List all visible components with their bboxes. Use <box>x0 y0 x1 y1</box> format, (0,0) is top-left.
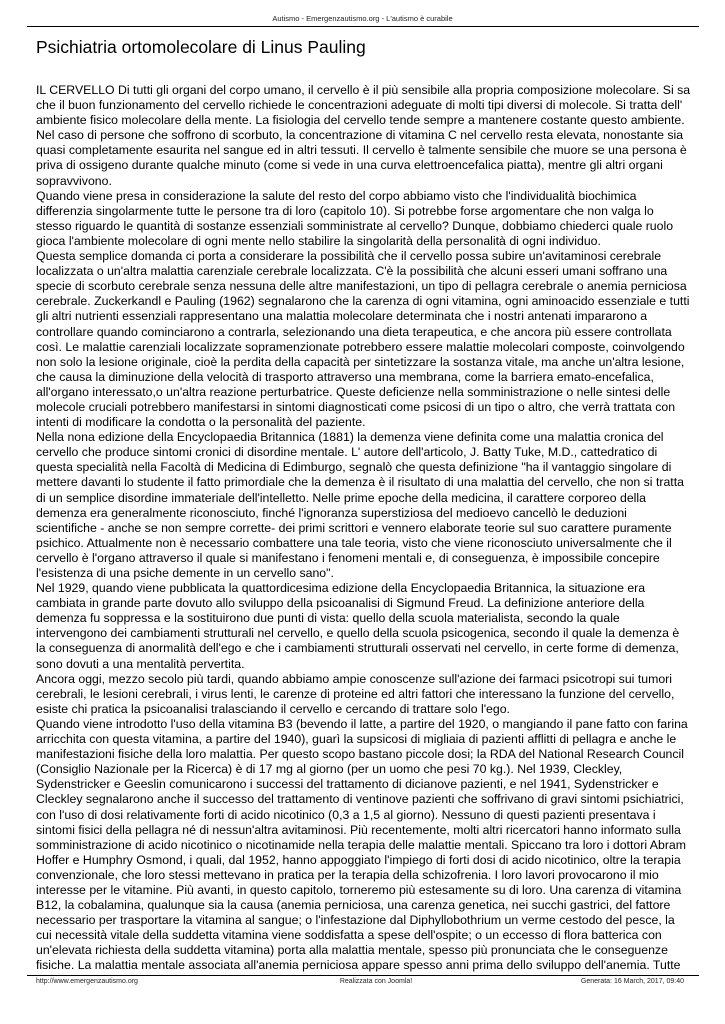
footer-divider <box>27 975 699 976</box>
article-body <box>36 83 691 974</box>
header-divider <box>27 26 699 27</box>
footer-generated-date: Generata: 16 March, 2017, 09:40 <box>580 978 684 985</box>
page-title: Psichiatria ortomolecolare di Linus Pauling <box>36 37 366 57</box>
paragraph-psychoanalysis-today: Ancora oggi, mezzo secolo più tardi, quando abbiamo ampie conoscenze sull'azione dei farmaci psicotropi sui tumori cerebrali, le lesioni cerebrali, i virus lenti, le carenze di proteine ed altri fattori che interessano la funzione del cervello, esiste chi pratica la psicoanalisi tralasciando il cervello e cercando di trattare solo l'ego. <box>36 671 675 716</box>
footer-cms-credit: Realizzata con Joomla! <box>339 978 413 985</box>
paragraph-vitamin-b3-b12: Quando viene introdotto l'uso della vitamina B3 (bevendo il latte, a partire del 1920, o mangiando il pane fatto con farina arricchita con questa vitamina, a partire del 1940), guarì la supsicosi di migliaia di pazienti afflitti di pellagra e anche le manifestazioni fisiche della loro malattia. Per questo scopo bastano piccole dosi; la RDA del National Research Council (Consiglio Nazionale per la Ricerca) è di 17 mg al giorno (per un uomo che pesi 70 kg.). Nel 1939, Cleckley, Sydenstricker e Geeslin comunicarono i successi del trattamento di dicianove pazienti, e nel 1941, Sydenstricker e Cleckley segnalarono anche il successo del trattamento di ventinove pazienti che soffrivano di gravi sintomi psichiatrici, con l'uso di dosi relativamente forti di acido nicotinico (0,3 a 1,5 al giorno). Nessuno di questi pazienti presentava i sintomi fisici della pellagra né di nessun'altra avitaminosi. Più recentemente, molti altri ricercatori hanno informato sulla somministrazione di acido nicotinico o nicotinamide nella terapia delle malattie mentali. Spiccano tra loro i dottori Abram Hoffer e Humphry Osmond, i quali, dal 1952, hanno appoggiato l'impiego di forti dosi di acido nicotinico, oltre la terapia convenzionale, che loro stessi mettevano in pratica per la terapia della schizofrenia. I loro lavori provocarono il mio interesse per le vitamine. Più avanti, in questo capitolo, torneremo più estesamente su di loro. Una carenza di vitamina B12, la cobalamina, qualunque sia la causa (anemia perniciosa, una carenza genetica, nei succhi gastrici, del fattore necessario per trasportare la vitamina al sangue; o l'infestazione dal Diphyllobothrium un verme cestodo del pesce, la cui necessità vitale della suddetta vitamina viene soddisfatta a spese dell'ospite; o un eccesso di flora batterica con un'elevata richiesta della suddetta vitamina) porta alla malattia mentale, spesso più pronunciata che le conseguenze fisiche. La malattia mentale associata all'anemia perniciosa appare spesso anni prima dello sviluppo dell'anemia. Tutte <box>36 716 688 973</box>
paragraph-biochemical-individuality: Quando viene presa in considerazione la salute del resto del corpo abbiamo visto che l'individualità biochimica differenzia singolarmente tutte le persone tra di loro (capitolo 10). Si potrebbe forse argomentare che non valga lo stesso riguardo le quantità di sostanze essenziali somministrate al cervello? Dunque, dobbiamo chiederci quale ruolo gioca l'ambiente molecolare di ogni mente nello stabilire la singolarità della personalità di ogni individuo. <box>36 188 674 248</box>
paragraph-britannica-1929: Nel 1929, quando viene pubblicata la quattordicesima edizione della Encyclopaedia Britannica, la situazione era cambiata in grande parte dovuto allo sviluppo della psicoanalisi di Sigmund Freud. La definizione anteriore della demenza fu soppressa e la sostituirono due punti di vista: quello della scuola materialista, secondo la quale intervengono dei cambiamenti strutturali nel cervello, e quello della scuola psicogenica, secondo il quale la demenza è la conseguenza di anormalità dell'ego e che i cambiamenti strutturali osservati nel cervello, in certe forme di demenza, sono dovuti a una mentalità pervertita. <box>36 581 680 671</box>
paragraph-cerebral-deficiency: Questa semplice domanda ci porta a considerare la possibilità che il cervello possa subire un'avitaminosi cerebrale localizzata o un'altra malattia carenziale cerebrale localizzata. C'è la possibilità che alcuni esseri umani soffrano una specie di scorbuto cerebrale senza nessuna delle altre manifestazioni, un tipo di pellagra cerebrale o anemia perniciosa cerebrale. Zuckerkandl e Pauling (1962) segnalarono che la carenza di ogni vitamina, ogni aminoacido essenziale e tutti gli altri nutrienti essenziali rappresentano una malattia molecolare determinata che i nostri antenati impararono a controllare quando cominciarono a contrarla, selezionando una dieta terapeutica, e che ancora più essere controllata così. Le malattie carenziali localizzate sopramenzionate potrebbero essere malattie molecolari composte, coinvolgendo non solo la lesione originale, cioè la perdita della capacità per sintetizzare la sostanza vitale, ma anche un'altra lesione, che causa la diminuzione della velocità di trasporto attraverso una membrana, come la barriera emato-encefalica, all'organo interessato,o un'altra reazione perturbatrice. Queste deficienze nella somministrazione o nelle sintesi delle molecole cruciali potrebbero manifestarsi in sintomi diagnosticati come psicosi di un tipo o altro, che verrà trattata con intenti di modificare la condotta o la personalità del paziente. <box>36 249 690 430</box>
paragraph-britannica-1881: Nella nona edizione della Encyclopaedia Britannica (1881) la demenza viene definita come una malattia cronica del cervello che produce sintomi cronici di disordine mentale. L' autore dell'articolo, J. Batty Tuke, M.D., cattedratico di questa specialità nella Facoltà di Medicina di Edimburgo, segnalò che questa definizione "ha il vantaggio singolare di mettere davanti lo studente il fatto primordiale che la demenza è il risultato di una malattia del cervello, che non si tratta di un semplice disordine immateriale dell'intelletto. Nelle prime epoche della medicina, il carattere corporeo della demenza era generalmente riconosciuto, finché l'ignoranza superstiziosa del medioevo cancellò le deduzioni scientifiche - anche se non sempre corrette- dei primi scrittori e vennero elaborate teorie sul suo carattere puramente psichico. Attualmente non è necessario combattere una tale teoria, visto che viene riconosciuto universalmente che il cervello è l'organo attraverso il quale si manifestano i fenomeni mentali e, di conseguenza, è impossibile concepire l'esistenza di una psiche demente in un cervello sano". <box>36 430 684 580</box>
site-footer <box>36 977 684 987</box>
paragraph-brain-intro: IL CERVELLO Di tutti gli organi del corpo umano, il cervello è il più sensibile alla propria composizione molecolare. Si sa che il buon funzionamento del cervello richiede le concentrazioni adeguate di molti tipi diversi di molecole. Si tratta dell' ambiente fisico molecolare della mente. La fisiologia del cervello tende sempre a mantenere costante questo ambiente. Nel caso di persone che soffrono di scorbuto, la concentrazione di vitamina C nel cervello resta elevata, nonostante sia quasi completamente esaurita nel sangue ed in altri tessuti. Il cervello è talmente sensibile che muore se una persona è priva di ossigeno durante qualche minuto (come si vede in una curva elettroencefalica piatta), mentre gli altri organi sopravvivono. <box>36 83 691 188</box>
footer-url-link[interactable]: http://www.emergenzautismo.org <box>36 978 138 985</box>
site-header-title: Autismo - Emergenzautismo.org - L'autismo è curabile <box>272 14 453 23</box>
